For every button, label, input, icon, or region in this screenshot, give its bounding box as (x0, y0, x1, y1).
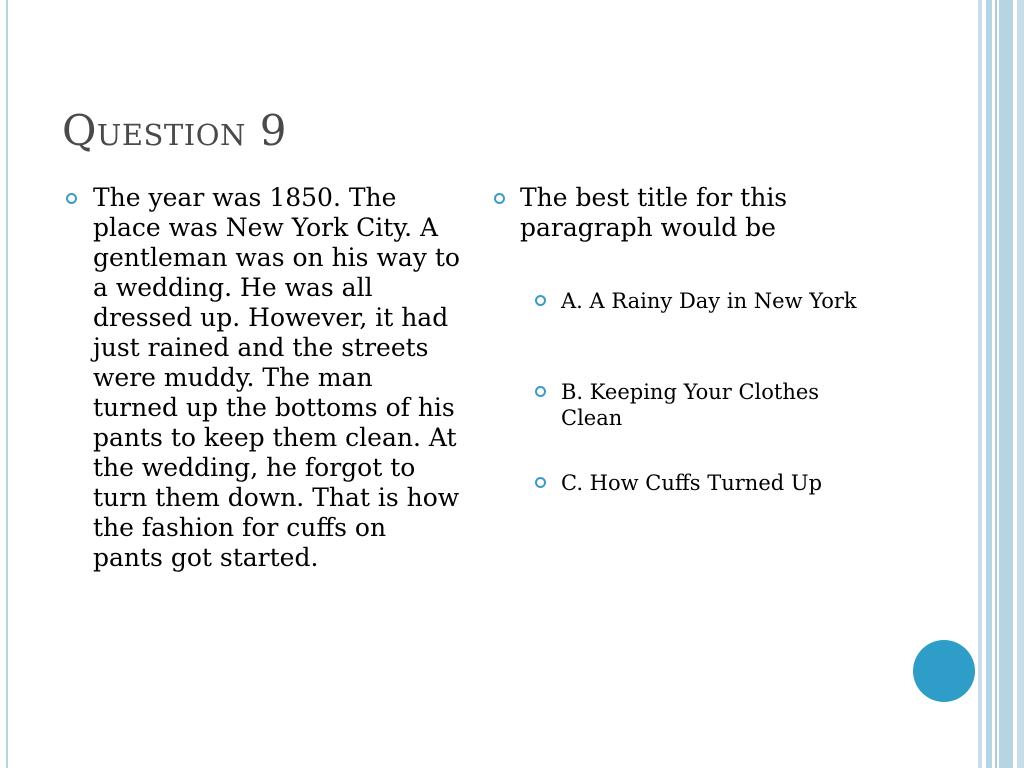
decorative-stripe (986, 0, 992, 768)
option-b: B. Keeping Your Clothes Clean (561, 380, 820, 430)
bullet-icon (535, 477, 546, 488)
passage-text: The year was 1850. The place was New York City. A gentleman was on his way to a wedding. He was all dressed up. However, it had just rained and the streets were muddy. The man turned up the bottoms of his pants to keep them clean. At the wedding, he forgot to turn them down. That is how the fashion for cuffs on pants got started. (93, 183, 460, 572)
option-a: A. A Rainy Day in New York (561, 289, 857, 313)
option-c: C. How Cuffs Turned Up (561, 471, 823, 495)
slide-title: Question 9 (62, 106, 287, 155)
decorative-stripe (978, 0, 982, 768)
bullet-icon (494, 193, 505, 204)
left-border (6, 0, 8, 768)
bullet-icon (535, 386, 546, 397)
decorative-stripe (1017, 0, 1024, 768)
decorative-stripe (999, 0, 1013, 768)
bullet-icon (66, 193, 77, 204)
question-text: The best title for this paragraph would be (520, 183, 788, 242)
bullet-icon (535, 295, 546, 306)
decorative-circle (913, 640, 975, 702)
decorative-stripe (995, 0, 997, 768)
